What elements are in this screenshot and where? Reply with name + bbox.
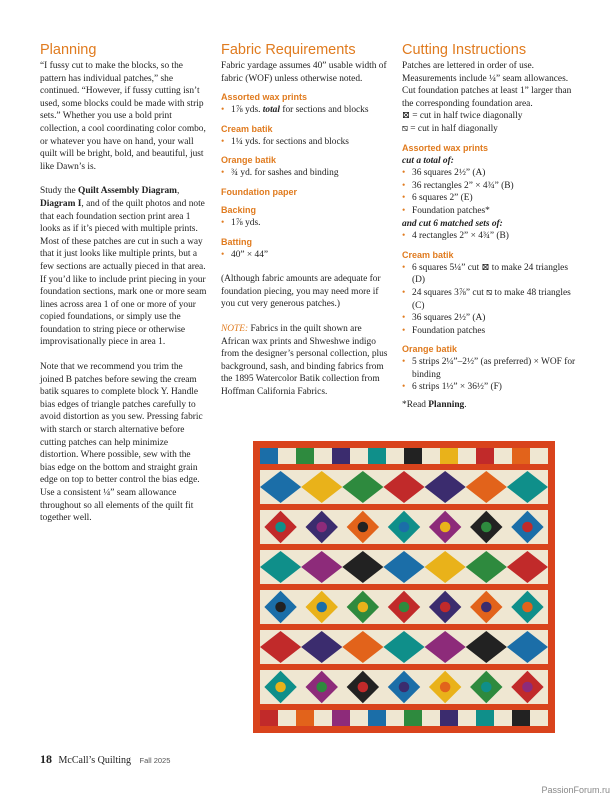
fabric-backing-title: Backing (221, 204, 257, 215)
print-motif (316, 682, 327, 693)
print-motif (481, 522, 492, 533)
checker-square (512, 710, 530, 726)
fabric-note: NOTE: Fabrics in the quilt shown are African wax prints and Shweshwe indigo from the designer’s personal collection, plus background, sash, and binding fabrics from the 1895 Watercolor Batik collection from Hoffman California Fabrics. (221, 323, 388, 397)
checker-square (260, 448, 278, 464)
cutting-orange-title: Orange batik (402, 344, 458, 355)
fabric-cream-item: • 1¼ yds. for sections and blocks (221, 136, 389, 149)
sash-strip (260, 464, 548, 470)
print-motif (440, 522, 451, 533)
print-motif (275, 682, 286, 693)
checker-square (260, 710, 278, 726)
issue-date: Fall 2025 (139, 756, 171, 765)
print-motif (399, 602, 410, 613)
cutting-wax-item: • 36 rectangles 2” × 4¾” (B) (402, 180, 578, 193)
page-footer (40, 752, 170, 767)
cutting-legend-quarter: ⊠ = cut in half twice diagonally (402, 111, 523, 122)
sash-strip (260, 544, 548, 550)
cutting-cream-item: • 36 squares 2½” (A) (402, 312, 578, 325)
quilt-photo (253, 441, 555, 733)
cutting-column (402, 42, 578, 412)
sash-strip (260, 704, 548, 710)
fabric-paren-note: (Although fabric amounts are adequate for foundation piecing, you may need more if you cut very generous patches.) (221, 274, 381, 310)
print-motif (481, 682, 492, 693)
print-motif (522, 682, 533, 693)
magazine-name: McCall’s Quilting (58, 755, 132, 766)
print-motif (440, 682, 451, 693)
checker-square (476, 448, 494, 464)
checker-square (296, 448, 314, 464)
checker-square (476, 710, 494, 726)
print-motif (399, 522, 410, 533)
page-number: 18 (40, 752, 52, 766)
cutting-cream-item: • 24 squares 3⅞” cut ⧅ to make 48 triangles (C) (402, 287, 578, 312)
cutting-cream-title: Cream batik (402, 249, 454, 260)
fabric-batting-title: Batting (221, 236, 252, 247)
checker-square (440, 448, 458, 464)
print-motif (399, 682, 410, 693)
fabric-foundation-title: Foundation paper (221, 186, 297, 197)
checker-square (332, 710, 350, 726)
planning-paragraph-2: Study the Quilt Assembly Diagram, Diagram I, and of the quilt photos and note that each foundation section print area 1 looks as if it’s pieced with multiple prints. Most of these patches are cut in such a way that it just looks like multiple prints, but a few sections are actually pieced in that area. If you’d like to include print piecing in your foundation sections, mark one or more seam lines across area 1 of one or more of your copied foundations, or simply use the foundation to string piece or otherwise improvisationally piece in area 1. (40, 186, 207, 348)
sash-strip (260, 584, 548, 590)
checker-square (368, 448, 386, 464)
checker-square (368, 710, 386, 726)
cutting-wax-item: • Foundation patches* (402, 205, 578, 218)
print-motif (316, 522, 327, 533)
sash-strip (260, 624, 548, 630)
cutting-intro: Patches are lettered in order of use. Measurements include ¼” seam allowances. Cut foundation patches at least 1” larger than the corresponding foundation area. (402, 61, 572, 109)
print-motif (481, 602, 492, 613)
cutting-matched-item: • 4 rectangles 2” × 4¾” (B) (402, 230, 578, 243)
cutting-cream-item: • Foundation patches (402, 325, 578, 338)
checker-square (404, 710, 422, 726)
fabric-wax-title: Assorted wax prints (221, 92, 308, 103)
cutting-legend-half: ⧅ = cut in half diagonally (402, 123, 498, 134)
cutting-wax-item: • 6 squares 2” (E) (402, 192, 578, 205)
checker-square (332, 448, 350, 464)
print-motif (358, 682, 369, 693)
print-motif (275, 522, 286, 533)
checker-square (296, 710, 314, 726)
print-motif (275, 602, 286, 613)
fabric-intro: Fabric yardage assumes 40” usable width of fabric (WOF) unless otherwise noted. (221, 61, 387, 84)
planning-paragraph-3: Note that we recommend you trim the joined B patches before sewing the cream batik squares to complete block Y. Handle bias edges of triangle patches carefully to avoid distortion as you sew. Pressing fabric with starch or starch alternative before cutting patches can help minimize distortion. Where possible, sew with the bias edge on the bottom and straight grain edge on top to better control the bias edge. Use a consistent ¼” seam allowance throughout so all elements of the quilt fit together well. (40, 362, 203, 524)
fabric-orange-title: Orange batik (221, 155, 277, 166)
fabric-cream-title: Cream batik (221, 123, 273, 134)
cutting-matched-label: and cut 6 matched sets of: (402, 218, 503, 229)
print-motif (522, 602, 533, 613)
print-motif (316, 602, 327, 613)
sash-strip (260, 504, 548, 510)
checker-square (404, 448, 422, 464)
watermark: PassionForum.ru (541, 785, 610, 795)
cutting-cream-item: • 6 squares 5¼” cut ⊠ to make 24 triangles (D) (402, 262, 578, 287)
planning-paragraph-1: “I fussy cut to make the blocks, so the pattern has individual patches,” she continued. “However, if fussy cutting isn’t used, some blocks could be made with strip sets.” Whether you use a bold print collection, a cool coordinating color combo, or whatever you have on hand, your wall quilt will be bright, bold, and beautiful, just like Dawn’s is. (40, 61, 206, 172)
fabric-column (221, 42, 389, 411)
cutting-read-note: *Read Planning. (402, 400, 467, 411)
print-motif (358, 602, 369, 613)
fabric-backing-item: • 1⅞ yds. (221, 217, 389, 230)
print-motif (440, 602, 451, 613)
planning-heading: Planning (40, 42, 97, 58)
fabric-wax-item: • 1⅞ yds. total for sections and blocks (221, 104, 389, 117)
cutting-heading: Cutting Instructions (402, 42, 527, 58)
fabric-batting-item: • 40” × 44” (221, 249, 389, 262)
sash-strip (260, 664, 548, 670)
checker-square (440, 710, 458, 726)
print-motif (522, 522, 533, 533)
print-motif (358, 522, 369, 533)
checker-square (512, 448, 530, 464)
fabric-heading: Fabric Requirements (221, 42, 356, 58)
cutting-total-label: cut a total of: (402, 155, 454, 166)
fabric-orange-item: • ¾ yd. for sashes and binding (221, 167, 389, 180)
cutting-orange-item: • 6 strips 1½” × 36½” (F) (402, 381, 578, 394)
cutting-wax-title: Assorted wax prints (402, 142, 489, 153)
planning-column (40, 42, 208, 537)
cutting-wax-item: • 36 squares 2½” (A) (402, 167, 578, 180)
cutting-orange-item: • 5 strips 2¼”–2½” (as preferred) × WOF for binding (402, 356, 578, 381)
